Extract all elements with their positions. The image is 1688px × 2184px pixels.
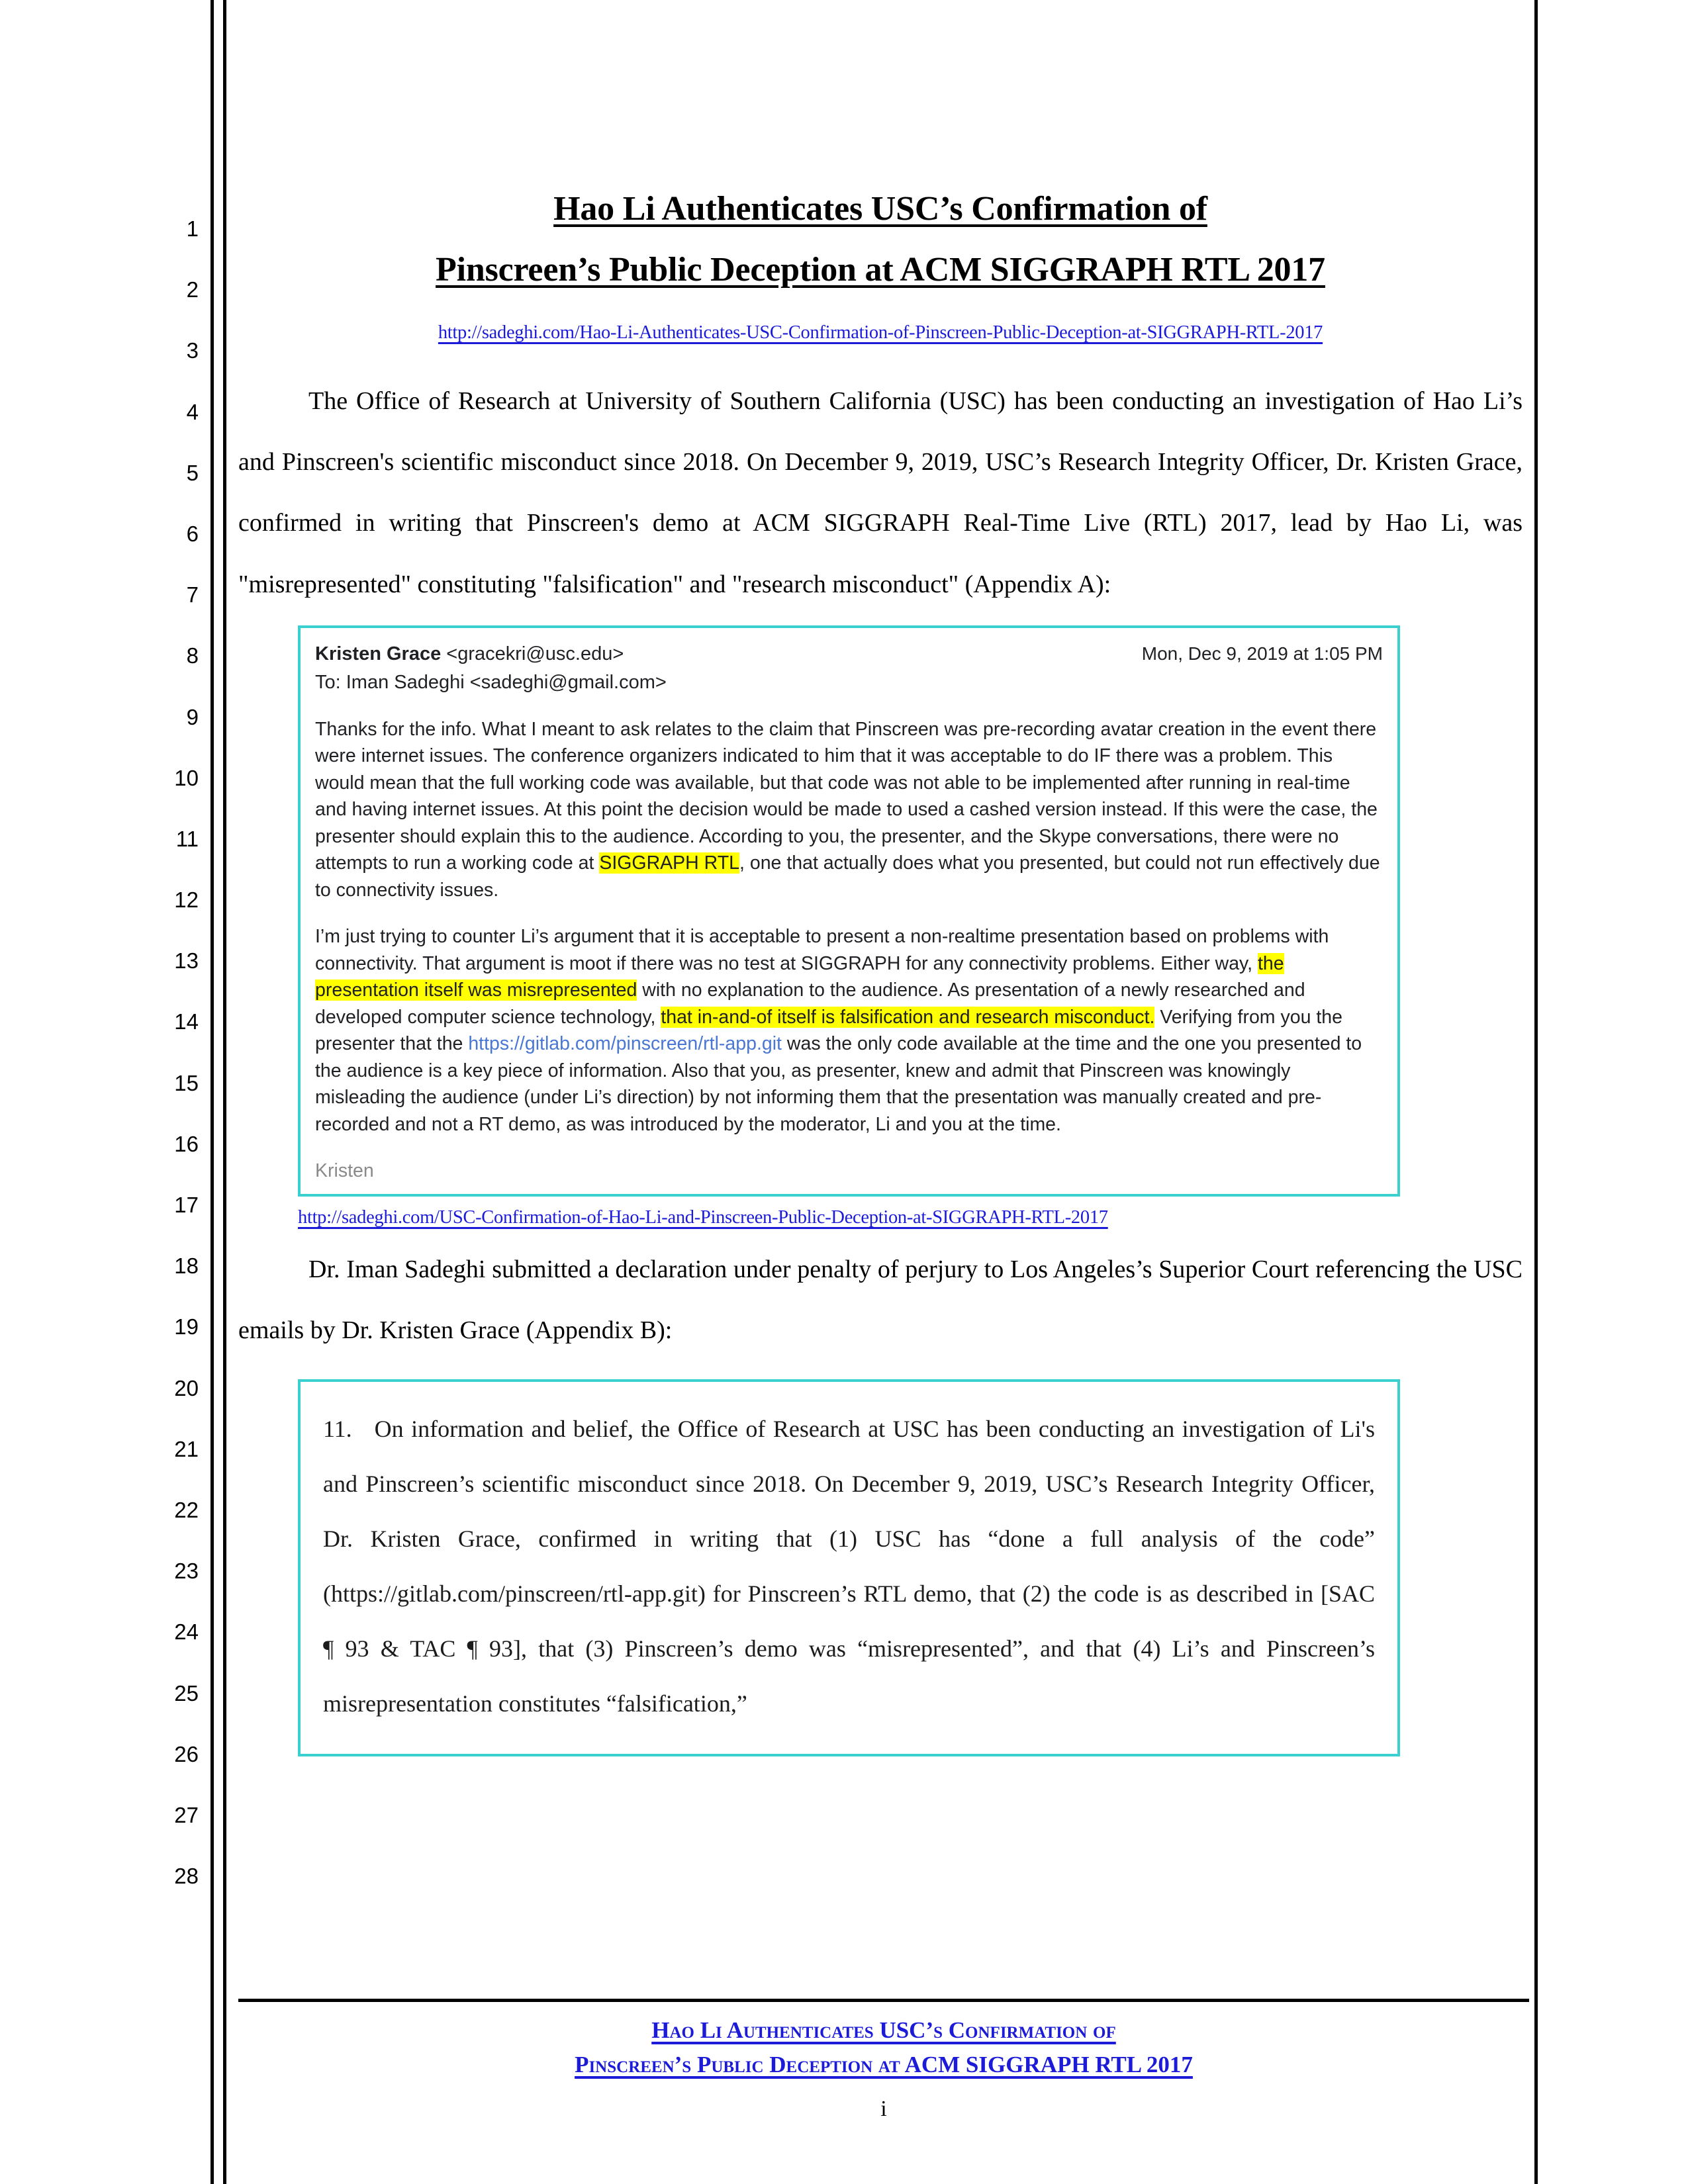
declaration-text: On information and belief, the Office of Research at USC has been conducting an investigation of Li's and Pinscreen’s scientific misconduct since 2018. On December 9, 2019, USC’s Research Integrity Officer, Dr. Kristen Grace, confirmed in writing that (1) USC has “done a full analysis of the code” (https://gitlab.com/pinscreen/rtl-app.git) for Pinscreen’s RTL demo, that (2) the code is as described in [SAC ¶ 93 & TAC ¶ 93], that (3) Pinscreen’s demo was “misrepresented”, and that (4) Li’s and Pinscreen’s misrepresentation constitutes “falsification,” — [323, 1416, 1375, 1717]
pleading-rule-left-outer — [211, 0, 214, 2184]
line-number: 10 — [174, 765, 199, 790]
email-gitlab-link[interactable]: https://gitlab.com/pinscreen/rtl-app.git — [468, 1033, 782, 1055]
email-screenshot-box — [298, 625, 1400, 1197]
line-number: 12 — [174, 887, 199, 913]
line-number: 21 — [174, 1436, 199, 1461]
line-number: 9 — [186, 704, 199, 729]
line-number: 23 — [174, 1559, 199, 1584]
top-url-link[interactable]: http://sadeghi.com/Hao-Li-Authenticates-USC-Confirmation-of-Pinscreen-Public-Deception-at-SIGGRAPH-RTL-2017 — [438, 322, 1323, 343]
document-content — [238, 179, 1523, 1756]
line-number: 6 — [186, 521, 199, 546]
line-number: 25 — [174, 1680, 199, 1706]
line-number: 27 — [174, 1802, 199, 1827]
line-number: 4 — [186, 399, 199, 424]
line-number: 7 — [186, 582, 199, 608]
email-p1-highlight: SIGGRAPH RTL — [599, 852, 740, 874]
footer-line-1: Hao Li Authenticates USC’s Confirmation of — [651, 2017, 1116, 2043]
line-number: 2 — [186, 277, 199, 302]
line-number-gutter — [119, 199, 199, 1907]
line-number: 28 — [174, 1864, 199, 1889]
email-p1-text-a: Thanks for the info. What I meant to ask relates to the claim that Pinscreen was pre-recording avatar creation in the event there were internet issues. The conference organizers indicated to him that it was acceptable to do IF there was a problem. This would mean that the full working code was available, but that code was not able to be implemented after running in real-time and having internet issues. At this point the decision would be made to used a cashed version instead. If this were the case, the presenter should explain this to the audience. According to you, the presenter, and the Skype conversations, there were no attempts to run a working code at — [315, 718, 1378, 874]
email-p2-text-d: was the only code available at the time and the one you presented to the audience is a key piece of information. Also that you, as presenter, knew and admit that Pinscreen was knowingly misleading the audience (under Li’s direction) by not informing them that the presentation was manually created and pre-recorded and not a RT demo, as was introduced by the moderator, Li and you at the time. — [315, 1033, 1362, 1135]
line-number: 14 — [174, 1009, 199, 1034]
page-number: i — [880, 2097, 887, 2121]
line-number: 5 — [186, 460, 199, 485]
line-number: 17 — [174, 1193, 199, 1217]
line-number: 26 — [174, 1741, 199, 1766]
email-paragraph-1 — [315, 716, 1383, 904]
email-p2-highlight-1: the presentation itself was misrepresented — [315, 952, 1284, 1001]
email-p2-highlight-2: that in-and-of itself is falsification and research misconduct. — [661, 1006, 1155, 1028]
email-paragraph-2 — [315, 923, 1383, 1138]
email-p2-text-b: with no explanation to the audience. As presentation of a newly researched and developed computer science technology, — [315, 979, 1305, 1028]
email-p1-text-b: , one that actually does what you presented, but could not run effectively due to connectivity issues. — [315, 852, 1380, 901]
line-number: 1 — [186, 216, 199, 241]
email-header — [315, 640, 1383, 668]
body-paragraph-2: Dr. Iman Sadeghi submitted a declaration under penalty of perjury to Los Angeles’s Superior Court referencing the USC emails by Dr. Kristen Grace (Appendix B): — [238, 1255, 1523, 1345]
email-p2-text-a: I’m just trying to counter Li’s argument that it is acceptable to present a non-realtime presentation based on problems with connectivity. That argument is moot if there was no test at SIGGRAPH for any connectivity problems. Either way, — [315, 926, 1329, 974]
line-number: 13 — [174, 948, 199, 974]
pleading-rule-left-inner — [223, 0, 226, 2184]
email-sender-address: <gracekri@usc.edu> — [446, 643, 624, 664]
email-recipient: To: Iman Sadeghi <sadeghi@gmail.com> — [315, 671, 667, 693]
pleading-rule-right — [1534, 0, 1538, 2184]
line-number: 11 — [175, 826, 199, 851]
email-sender-name: Kristen Grace — [315, 643, 442, 664]
email-signature: Kristen — [315, 1160, 374, 1182]
line-number: 3 — [186, 338, 199, 363]
page-title-line-2: Pinscreen’s Public Deception at ACM SIGGRAPH RTL 2017 — [436, 251, 1325, 289]
email-timestamp: Mon, Dec 9, 2019 at 1:05 PM — [1141, 643, 1383, 664]
line-number: 19 — [174, 1314, 199, 1340]
declaration-screenshot-box — [298, 1379, 1400, 1756]
footer-line-2: Pinscreen’s Public Deception at ACM SIGGRAPH RTL 2017 — [575, 2052, 1193, 2077]
line-number: 8 — [186, 643, 199, 668]
footer-divider — [238, 1999, 1529, 2002]
footer — [238, 2013, 1529, 2082]
line-number: 16 — [174, 1131, 199, 1156]
page-title-line-1: Hao Li Authenticates USC’s Confirmation of — [553, 190, 1207, 228]
email-sender — [315, 641, 624, 668]
line-number: 18 — [174, 1253, 199, 1279]
body-paragraph-1: The Office of Research at University of Southern California (USC) has been conducting an investigation of Hao Li’s and Pinscreen's scientific misconduct since 2018. On December 9, 2019, USC’s Research Integrity Officer, Dr. Kristen Grace, confirmed in writing that Pinscreen's demo at ACM SIGGRAPH Real-Time Live (RTL) 2017, lead by Hao Li, was "misrepresented" constituting "falsification" and "research misconduct" (Appendix A): — [238, 387, 1523, 598]
email-body — [315, 716, 1383, 1185]
mid-url-link[interactable]: http://sadeghi.com/USC-Confirmation-of-Hao-Li-and-Pinscreen-Public-Deception-at-SIGGRAPH-RTL-2017 — [298, 1206, 1108, 1228]
declaration-paragraph — [323, 1402, 1375, 1731]
line-number: 24 — [174, 1619, 199, 1645]
line-number: 20 — [174, 1375, 199, 1400]
email-p2-text-c: Verifying from you the presenter that the — [315, 1006, 1342, 1055]
page-title — [238, 179, 1523, 300]
line-number: 22 — [174, 1497, 199, 1522]
declaration-number: 11. — [323, 1416, 352, 1443]
line-number: 15 — [174, 1070, 199, 1095]
